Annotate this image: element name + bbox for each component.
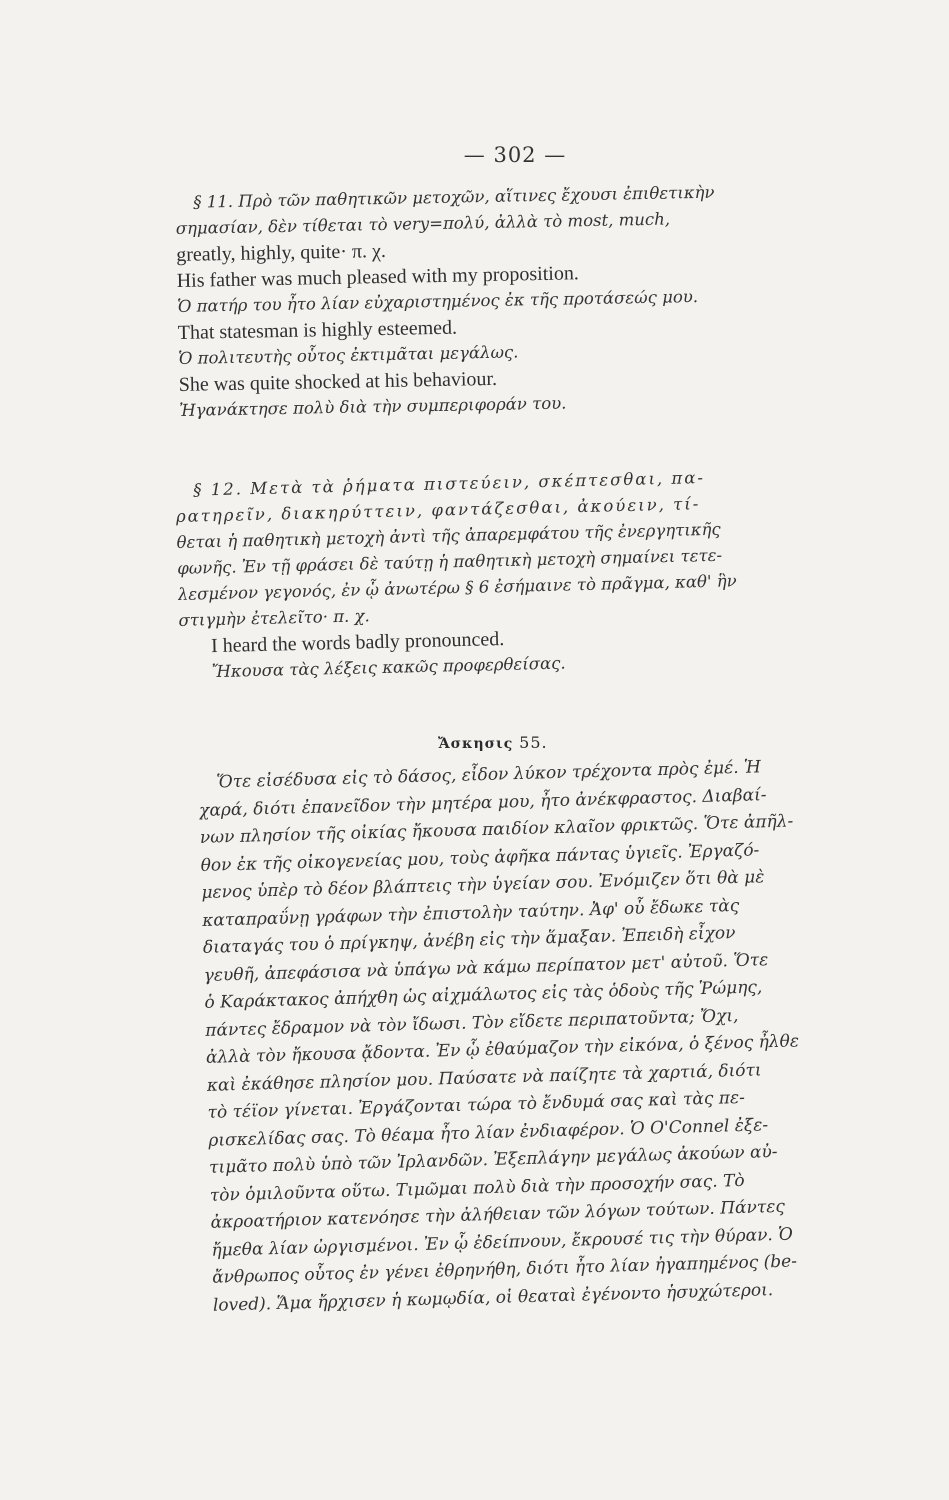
exercise-line: ὁ Καράκτακος ἀπήχθη ὡς αἰχμάλωτος εἰς τὰς ὁδοὺς τῆς Ῥώμης, (204, 977, 763, 1013)
paragraph-line: greatly, highly, quite· π. χ. (176, 239, 387, 266)
english-example: That statesman is highly esteemed. (177, 316, 458, 344)
exercise-line: ἀκροατήριον κατενόησε τὴν ἀλήθειαν τῶν λόγων τούτων. Πάντες (210, 1196, 786, 1233)
exercise-line: θον ἐκ τῆς οἰκογενείας μου, τοὺς ἀφῆκα πάντας ὑγιεῖς. Ἐργαζό- (200, 839, 760, 876)
section-11 (175, 176, 891, 424)
exercise-line: τὸ τέϊον γίνεται. Ἐργάζονται τώρα τὸ ἔνδυμά σας καὶ τὰς πε- (207, 1087, 746, 1123)
exercise-line: πάντες ἔδραμον νὰ τὸν ἴδωσι. Τὸν εἴδετε περιπατοῦντα; Ὄχι, (204, 1005, 739, 1041)
paragraph-line: στιγμὴν ἐτελεῖτο· π. χ. (178, 606, 371, 630)
paragraph-line: φωνῆς. Ἐν τῇ φράσει δὲ ταύτῃ ἡ παθητικὴ μετοχὴ σημαίνει τετε- (176, 545, 723, 578)
exercise-line: Ὅτε εἰσέδυσα εἰς τὸ δάσος, εἶδον λύκον τρέχοντα πρὸς ἐμέ. Ἡ (216, 757, 762, 793)
english-example: I heard the words badly pronounced. (210, 628, 505, 658)
greek-translation: Ὁ πατήρ του ἦτο λίαν εὐχαριστημένος ἐκ τῆς προτάσεώς μου. (177, 286, 699, 316)
paragraph-line: σημασίαν, δὲν τίθεται τὸ very=πολύ, ἀλλὰ τὸ most, much, (175, 209, 671, 238)
english-example: His father was much pleased with my proposition. (176, 262, 580, 292)
exercise-body (198, 751, 903, 1320)
exercise-line: ἀλλὰ τὸν ἤκουσα ᾄδοντα. Ἐν ᾧ ἐθαύμαζον τὴν εἰκόνα, ὁ ξένος ἦλθε (205, 1031, 800, 1068)
exercise-line: καὶ ἐκάθησε πλησίον μου. Παύσατε νὰ παίζητε τὰ χαρτιά, διότι (206, 1059, 762, 1096)
greek-translation: Ὁ πολιτευτὴς οὗτος ἐκτιμᾶται μεγάλως. (178, 342, 519, 368)
exercise-line: τιμᾶτο πολὺ ὑπὸ τῶν Ἰρλανδῶν. Ἐξεπλάγην μεγάλως ἀκούων αὐ- (208, 1141, 778, 1178)
exercise-line: ρισκελίδας σας. Τὸ θέαμα ἦτο λίαν ἐνδιαφέρον. Ὁ O'Connel ἐξε- (208, 1114, 769, 1151)
exercise-line: διαταγάς του ὁ πρίγκηψ, ἀνέβη εἰς τὴν ἅμαξαν. Ἐπειδὴ εἶχον (202, 923, 736, 958)
exercise-line: loved). Ἅμα ἤρχισεν ἡ κωμῳδία, οἱ θεαταὶ ἐγένοντο ἡσυχώτεροι. (212, 1279, 774, 1316)
exercise-title: Ἄσκησις (438, 736, 514, 752)
greek-translation: Ἤκουσα τὰς λέξεις κακῶς προφερθείσας. (211, 653, 566, 682)
exercise-line: νων πλησίον τῆς οἰκίας ἤκουσα παιδίον κλαῖον φρικτῶς. Ὅτε ἀπῆλ- (199, 811, 794, 848)
exercise-line: τὸν ὁμιλοῦντα οὕτω. Τιμῶμαι πολὺ διὰ τὴν προσοχήν σας. Τὸ (209, 1170, 745, 1206)
exercise-number: 55. (519, 733, 548, 752)
exercise-heading (438, 733, 548, 752)
paragraph-line: § 12. Μετὰ τὰ ῥήματα πιστεύειν, σκέπτεσθαι, πα- (193, 468, 706, 500)
page-number: — 302 — (463, 143, 567, 167)
paragraph-line: θεται ἡ παθητικὴ μετοχὴ ἀντὶ τῆς ἀπαρεμφάτου τῆς ἐνεργητικῆς (176, 519, 721, 552)
exercise-line: καταπραΰνῃ γράφων τὴν ἐπιστολὴν ταύτην. Ἀφ' οὗ ἔδωκε τὰς (201, 895, 740, 931)
greek-translation: Ἠγανάκτησε πολὺ διὰ τὴν συμπεριφοράν του. (179, 393, 567, 420)
paragraph-line: ρατηρεῖν, διακηρύττειν, φαντάζεσθαι, ἀκούειν, τί- (175, 494, 701, 526)
paragraph-line: λεσμένον γεγονός, ἐν ᾧ ἀνωτέρω § 6 ἐσήμαινε τὸ πρᾶγμα, καθ' ἣν (177, 571, 737, 604)
english-example: She was quite shocked at his behaviour. (178, 367, 498, 396)
exercise-line: χαρά, διότι ἐπανεῖδον τὴν μητέρα μου, ἦτο ἀνέκφραστος. Διαβαί- (198, 784, 767, 821)
exercise-line: γευθῆ, ἀπεφάσισα νὰ ὑπάγω νὰ κάμω περίπατον μετ' αὐτοῦ. Ὅτε (203, 949, 769, 986)
paragraph-line: § 11. Πρὸ τῶν παθητικῶν μετοχῶν, αἵτινες ἔχουσι ἐπιθετικὴν (193, 182, 715, 212)
section-12 (175, 461, 892, 686)
exercise-line: μενος ὑπὲρ τὸ δέον βλάπτεις τὴν ὑγείαν σου. Ἐνόμιζεν ὅτι θὰ μὲ (201, 867, 765, 903)
exercise-line: ἤμεθα λίαν ὠργισμένοι. Ἐν ᾧ ἐδείπνουν, ἔκρουσέ τις τὴν θύραν. Ὁ (211, 1224, 794, 1261)
exercise-line: ἄνθρωπος οὗτος ἐν γένει ἐθρηνήθη, διότι ἦτο λίαν ἠγαπημένος (be- (211, 1251, 798, 1288)
